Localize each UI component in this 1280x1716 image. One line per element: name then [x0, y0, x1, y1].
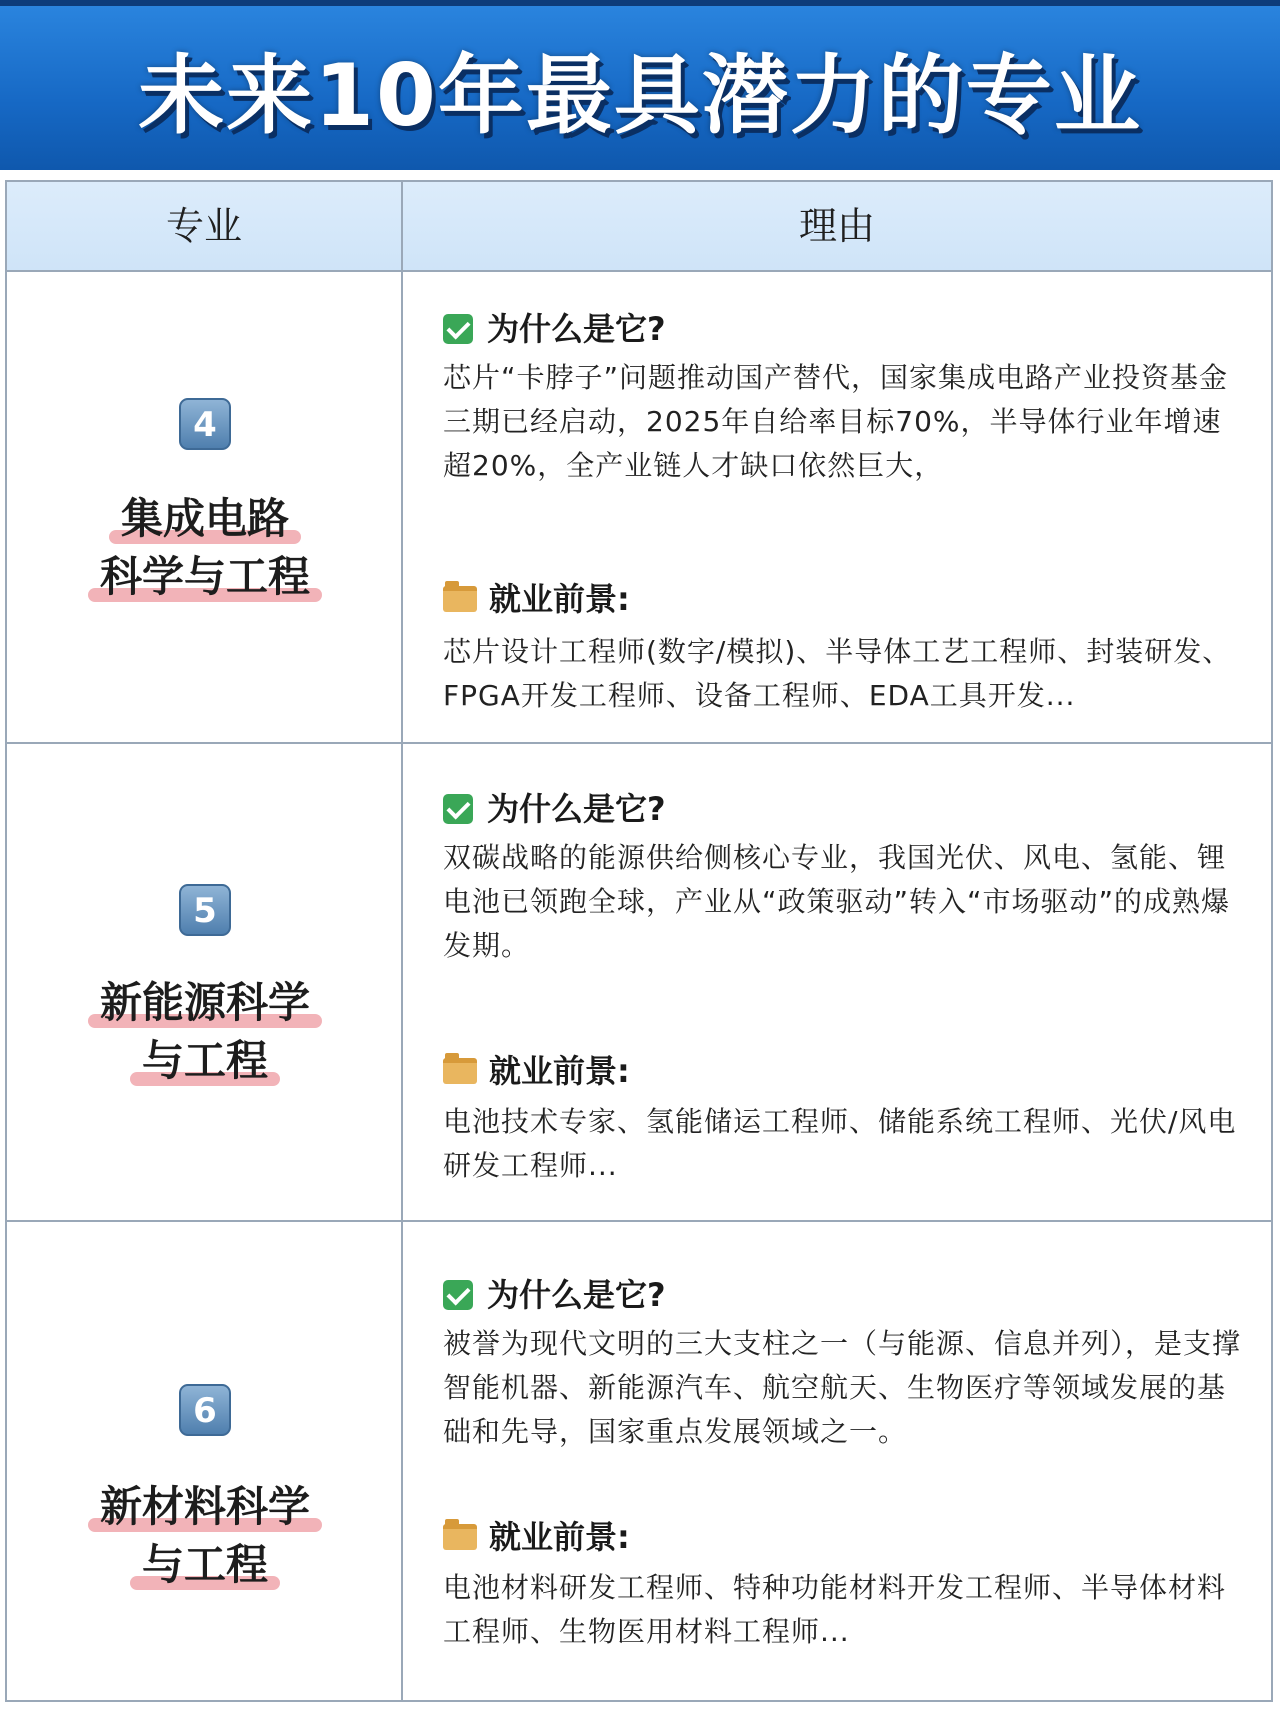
why-heading: 为什么是它?	[443, 1270, 666, 1316]
major-name-line2: 与工程	[7, 1532, 403, 1592]
major-name-line2: 科学与工程	[7, 544, 403, 604]
header-major: 专业	[7, 182, 403, 270]
why-text: 被誉为现代文明的三大支柱之一（与能源、信息并列），是支撑智能机器、新能源汽车、航空航天、生物医疗等领域发展的基础和先导，国家重点发展领域之一。	[443, 1327, 1242, 1448]
check-icon	[443, 794, 473, 824]
major-cell	[7, 744, 403, 1220]
table-header	[7, 182, 1271, 272]
table-row	[7, 744, 1271, 1222]
major-cell	[7, 272, 403, 742]
why-text: 双碳战略的能源供给侧核心专业，我国光伏、风电、氢能、锂电池已领跑全球，产业从“政策驱动”转入“市场驱动”的成熟爆发期。	[443, 841, 1231, 962]
major-name-line2: 与工程	[7, 1028, 403, 1088]
major-name-line1: 新材料科学	[7, 1474, 403, 1534]
why-heading: 为什么是它?	[443, 784, 666, 830]
why-text: 芯片“卡脖子”问题推动国产替代，国家集成电路产业投资基金三期已经启动，2025年自给率目标70%，半导体行业年增速超20%，全产业链人才缺口依然巨大，	[443, 361, 1229, 482]
table-row	[7, 1222, 1271, 1700]
check-icon	[443, 314, 473, 344]
why-heading: 为什么是它?	[443, 304, 666, 350]
folder-icon	[443, 1058, 477, 1084]
header-reason: 理由	[798, 204, 875, 248]
jobs-heading: 就业前景:	[443, 1512, 630, 1558]
number-badge: 6	[179, 1384, 231, 1436]
majors-table	[5, 180, 1273, 1702]
reason-cell	[403, 272, 1271, 742]
jobs-text: 电池材料研发工程师、特种功能材料开发工程师、半导体材料工程师、生物医用材料工程师...	[443, 1571, 1227, 1648]
table-row	[7, 272, 1271, 744]
reason-cell	[403, 1222, 1271, 1700]
jobs-heading: 就业前景:	[443, 574, 630, 620]
page-title: 未来10年最具潜力的专业	[138, 46, 1142, 146]
major-cell	[7, 1222, 403, 1700]
jobs-heading: 就业前景:	[443, 1046, 630, 1092]
folder-icon	[443, 1524, 477, 1550]
major-name-line1: 新能源科学	[7, 970, 403, 1030]
check-icon	[443, 1280, 473, 1310]
jobs-text: 芯片设计工程师(数字/模拟)、半导体工艺工程师、封装研发、FPGA开发工程师、设备工程师、EDA工具开发...	[443, 635, 1232, 712]
folder-icon	[443, 586, 477, 612]
major-name-line1: 集成电路	[7, 486, 403, 546]
reason-cell	[403, 744, 1271, 1220]
number-badge: 5	[179, 884, 231, 936]
jobs-text: 电池技术专家、氢能储运工程师、储能系统工程师、光伏/风电研发工程师...	[443, 1105, 1237, 1182]
page-header	[0, 0, 1280, 170]
number-badge: 4	[179, 398, 231, 450]
